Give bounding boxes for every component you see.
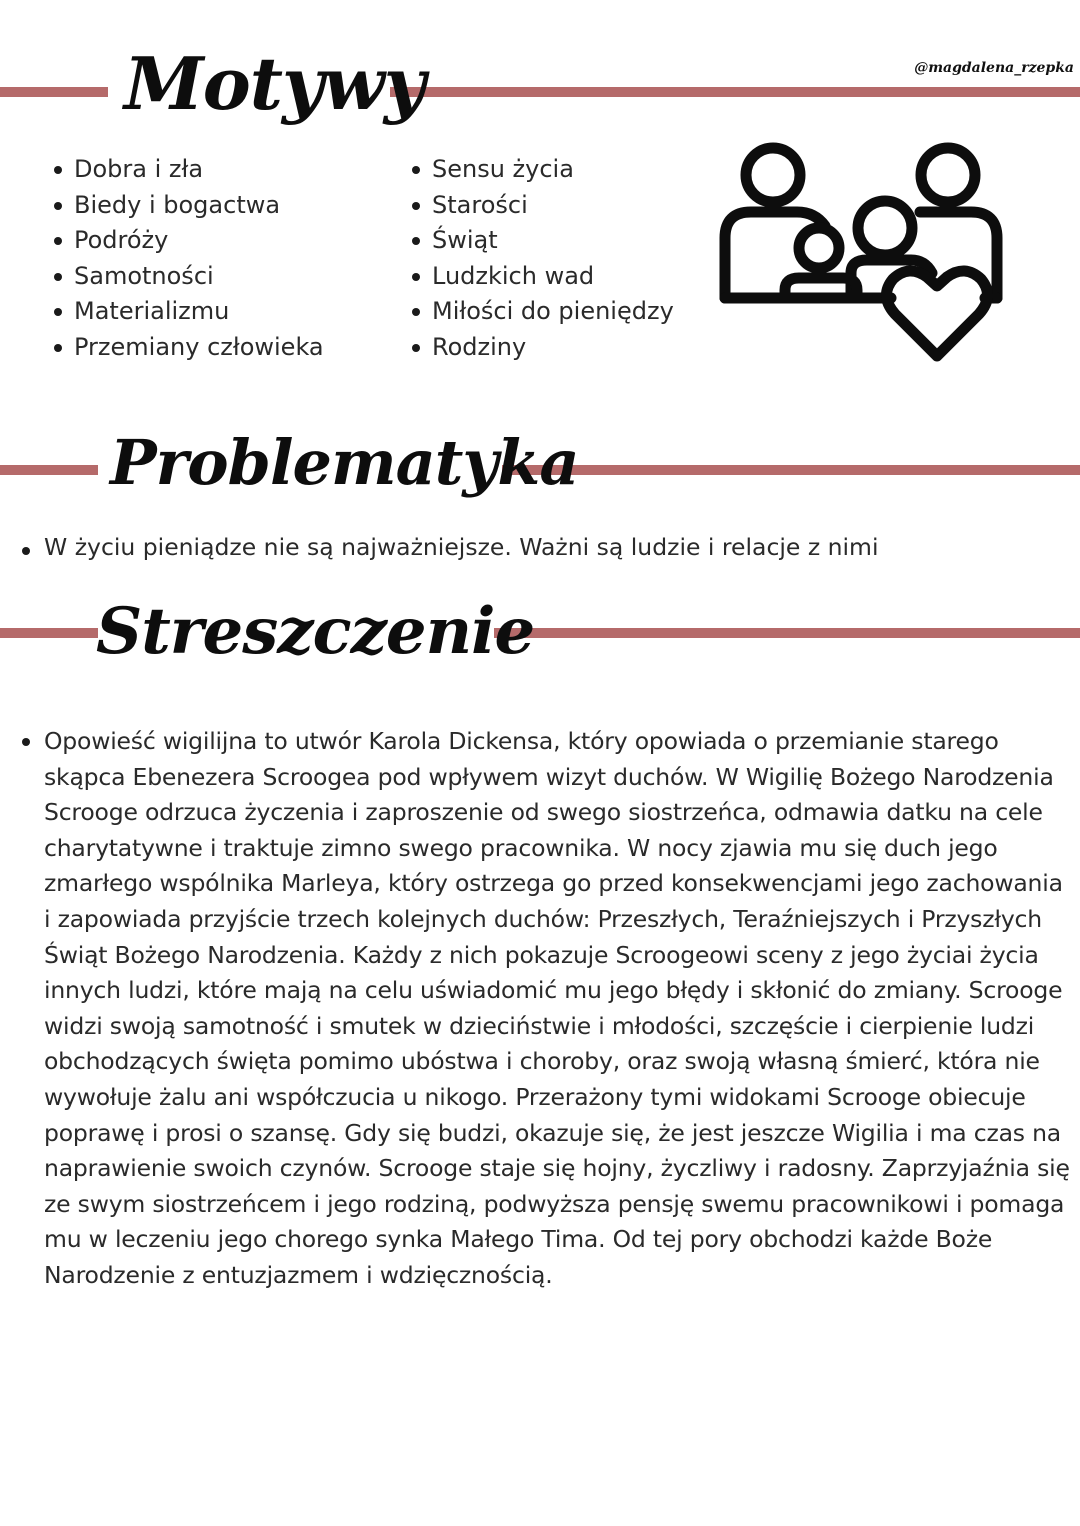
motif-item: Rodziny — [410, 330, 674, 366]
author-handle: @magdalena_rzepka — [914, 60, 1074, 76]
motywy-heading: Motywy — [124, 41, 425, 126]
streszczenie-rule-right — [494, 628, 1080, 638]
motywy-rule-left — [0, 87, 108, 97]
family-with-heart-icon — [715, 138, 1010, 366]
problematyka-rule-right — [502, 465, 1080, 475]
motywy-rule-right — [390, 87, 1080, 97]
streszczenie-heading: Streszczenie — [96, 594, 535, 669]
motif-item: Samotności — [52, 259, 324, 295]
motif-item: Podróży — [52, 223, 324, 259]
motywy-list-left — [52, 152, 324, 366]
motif-item: Ludzkich wad — [410, 259, 674, 295]
motywy-list-right — [410, 152, 674, 366]
motif-item: Miłości do pieniędzy — [410, 294, 674, 330]
motif-item: Starości — [410, 188, 674, 224]
motif-item: Sensu życia — [410, 152, 674, 188]
motif-item: Biedy i bogactwa — [52, 188, 324, 224]
motif-item: Dobra i zła — [52, 152, 324, 188]
problematyka-heading: Problematyka — [110, 426, 579, 499]
streszczenie-rule-left — [0, 628, 98, 638]
motif-item: Świąt — [410, 223, 674, 259]
problematyka-rule-left — [0, 465, 98, 475]
motif-item: Materializmu — [52, 294, 324, 330]
summary-paragraph: Opowieść wigilijna to utwór Karola Dickensa, który opowiada o przemianie starego skąpca Ebenezera Scroogea pod wpływem wizyt duchów. W Wigilię Bożego Narodzenia Scrooge odrzuca życzenia i zaproszenie od swego siostrzeńca, odmawia datku na cele charytatywne i traktuje zimno swego pracownika. W nocy zjawia mu się duch jego zmarłego wspólnika Marleya, który ostrzega go przed konsekwencjami jego zachowania i zapowiada przyjście trzech kolejnych duchów: Przeszłych, Teraźniejszych i Przyszłych Świąt Bożego Narodzenia. Każdy z nich pokazuje Scroogeowi sceny z jego życiai życia innych ludzi, które mają na celu uświadomić mu jego błędy i skłonić do zmiany. Scrooge widzi swoją samotność i smutek w dzieciństwie i młodości, szczęście i cierpienie ludzi obchodzących święta pomimo ubóstwa i choroby, oraz swoją własną śmierć, która nie wywołuje żalu ani współczucia u nikogo. Przerażony tymi widokami Scrooge obiecuje poprawę i prosi o szansę. Gdy się budzi, okazuje się, że jest jeszcze Wigilia i ma czas na naprawienie swoich czynów. Scrooge staje się hojny, życzliwy i radosny. Zaprzyjaźnia się ze swym siostrzeńcem i jego rodziną, podwyższa pensję swemu pracownikowi i pomaga mu w leczeniu jego chorego synka Małego Tima. Od tej pory obchodzi każde Boże Narodzenie z entuzjazmem i wdzięcznością. — [22, 724, 1074, 1294]
motif-item: Przemiany człowieka — [52, 330, 324, 366]
problematyka-item: W życiu pieniądze nie są najważniejsze. Ważni są ludzie i relacje z nimi — [22, 533, 878, 561]
